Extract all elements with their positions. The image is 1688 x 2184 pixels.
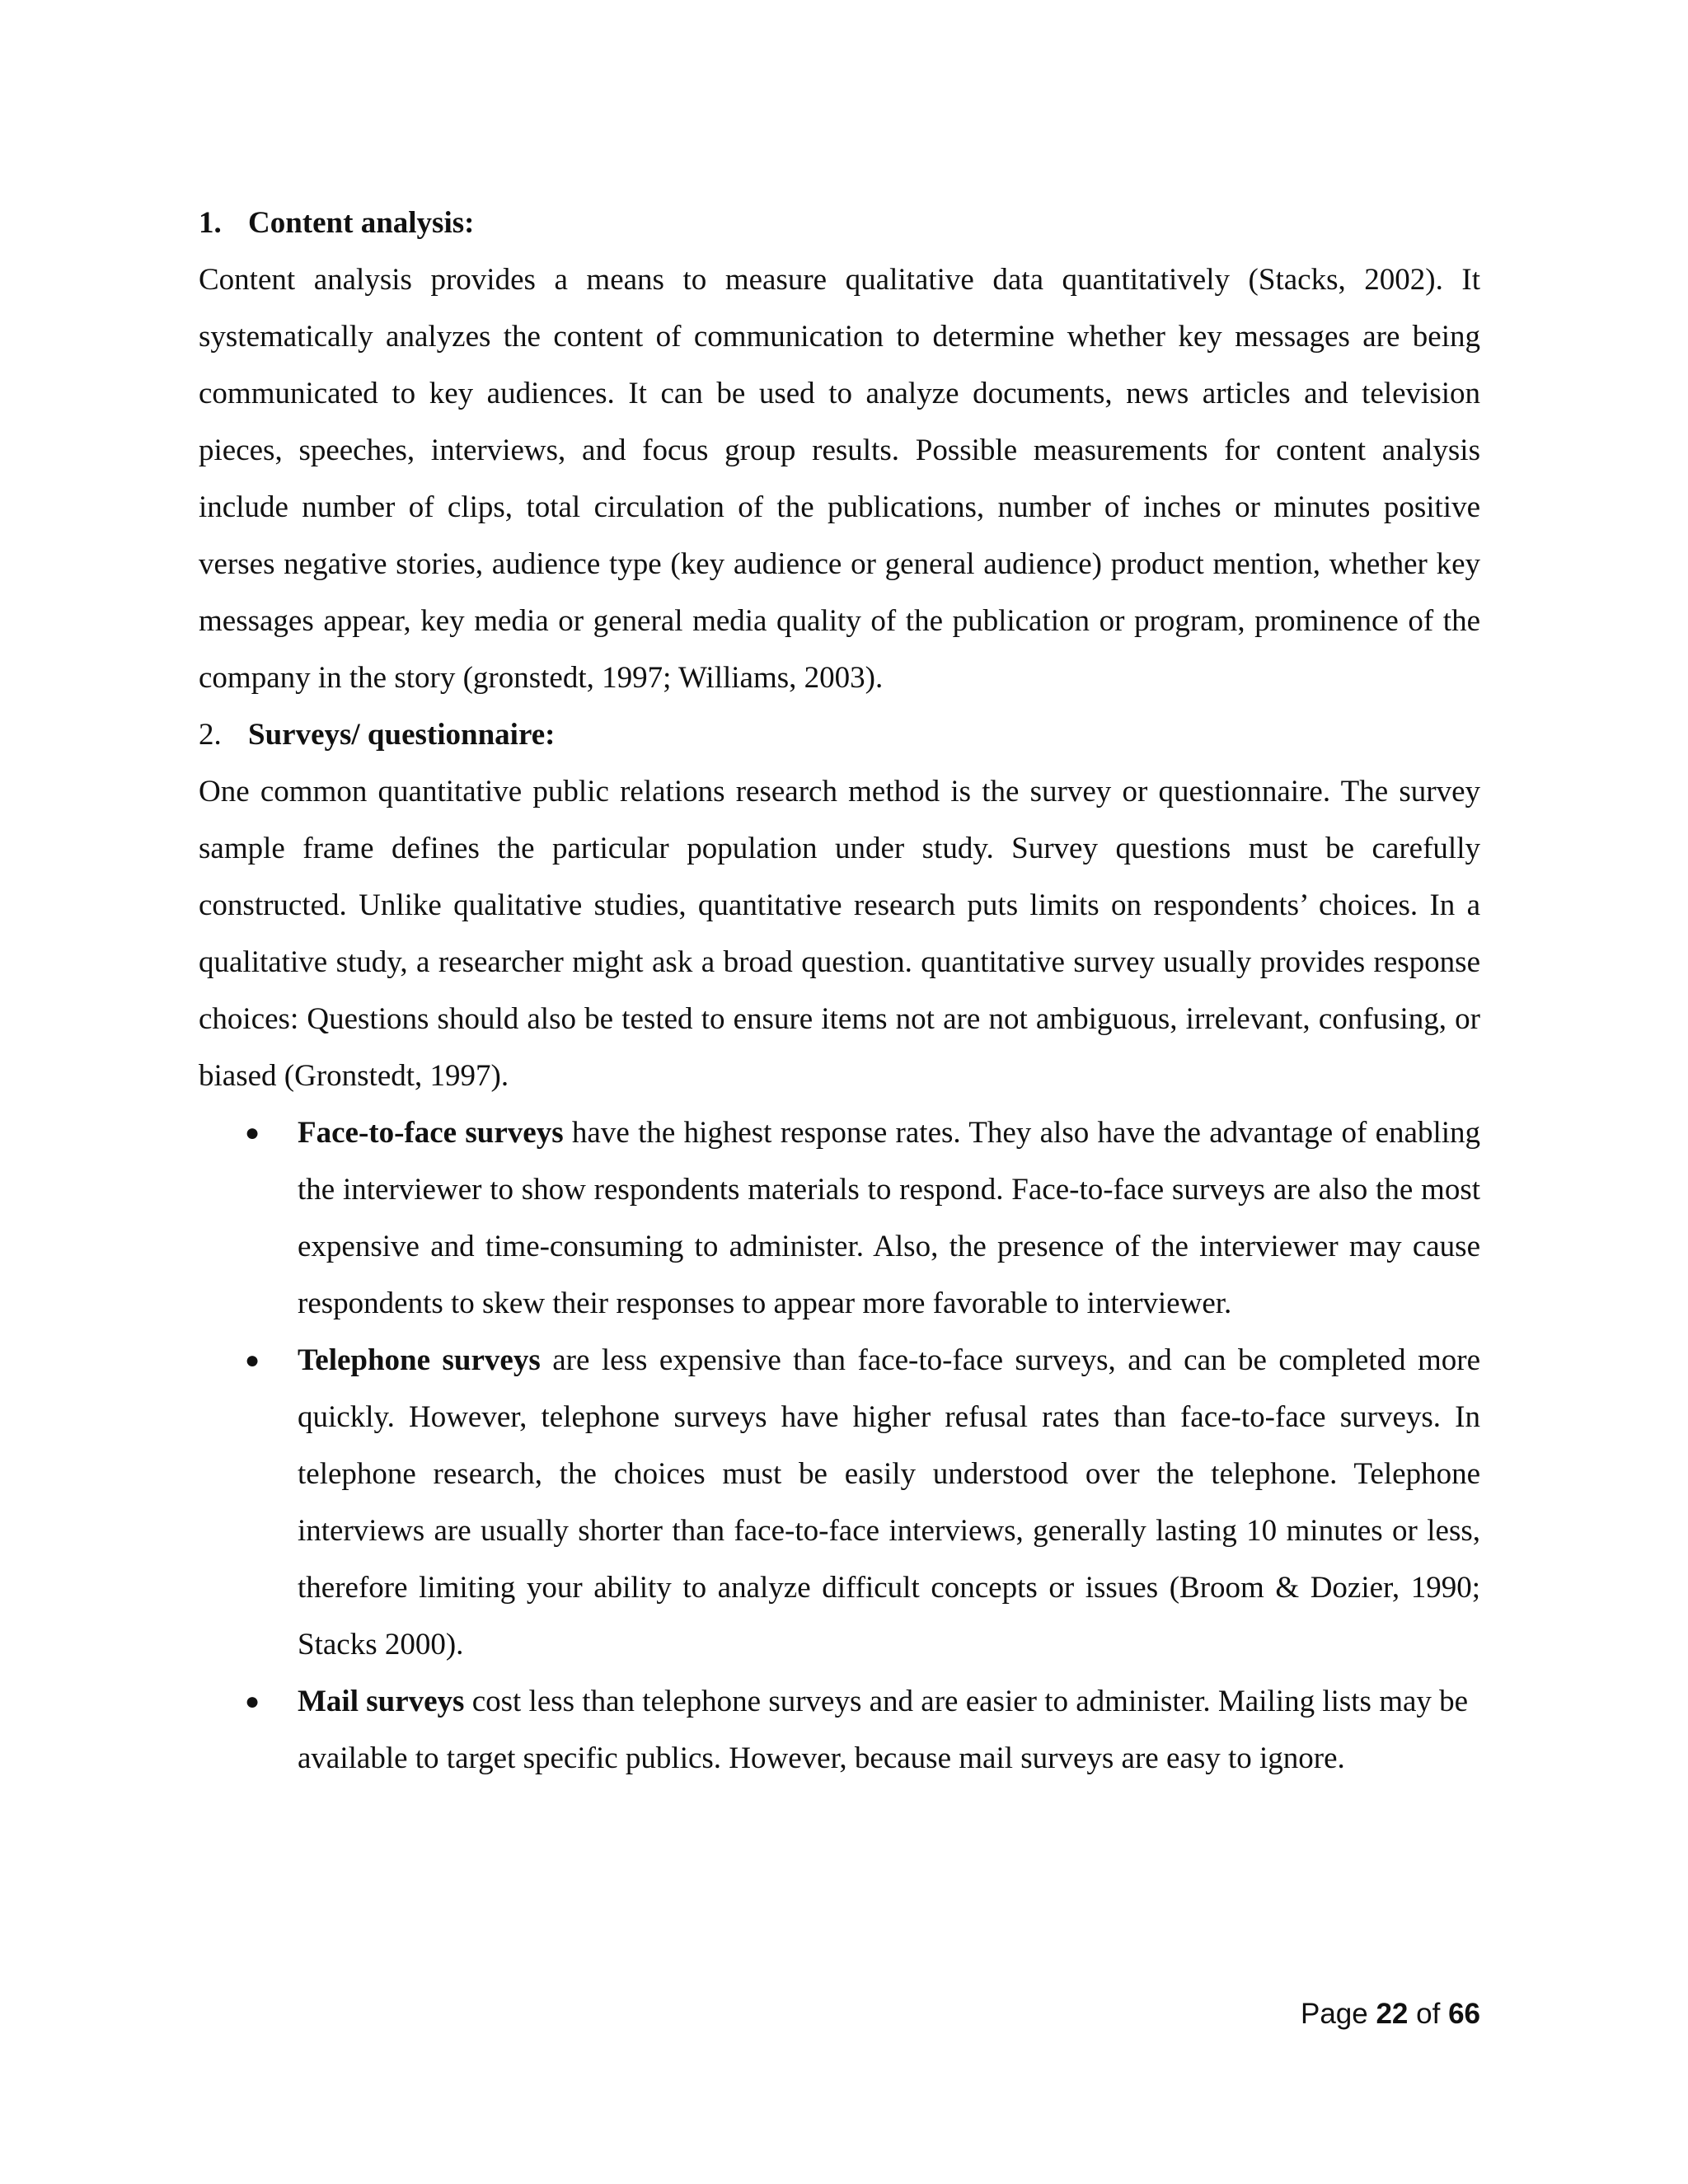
bullet-lead: Mail surveys [298, 1685, 465, 1718]
survey-types-list [199, 1104, 1480, 1787]
section-2-paragraph: One common quantitative public relations research method is the survey or questionnaire. The survey sample frame defines the particular population under study. Survey questions must be carefully constructed. Unlike qualitative studies, quantitative research puts limits on respondents’ choices. In a qualitative study, a researcher might ask a broad question. quantitative survey usually provides response choices: Questions should also be tested to ensure items not are not ambiguous, irrelevant, confusing, or biased (Gronstedt, 1997). [199, 775, 1480, 1093]
of-word: of [1416, 1998, 1441, 2030]
section-2-title: Surveys/ questionnaire: [248, 718, 556, 752]
section-1-heading [199, 194, 1480, 251]
page-number: 22 [1376, 1998, 1409, 2030]
section-1-number: 1. [199, 206, 222, 240]
section-2-heading [199, 706, 1480, 763]
total-pages: 66 [1448, 1998, 1480, 2030]
list-item [245, 1332, 1480, 1673]
page-footer [1301, 1998, 1480, 2031]
bullet-text: have the highest response rates. They also have the advantage of enabling the interviewer to show respondents materials to respond. Face-to-face surveys are also the most expensive and time-consuming to administer. Also, the presence of the interviewer may cause respondents to skew their responses to appear more favorable to interviewer. [298, 1116, 1481, 1320]
bullet-dot-icon: ● [245, 1688, 260, 1715]
section-1-title: Content analysis: [248, 206, 475, 240]
bullet-text: are less expensive than face-to-face surveys, and can be completed more quickly. However, telephone surveys have higher refusal rates than face-to-face surveys. In telephone research, the choices must be easily understood over the telephone. Telephone interviews are usually shorter than face-to-face interviews, generally lasting 10 minutes or less, therefore limiting your ability to analyze difficult concepts or issues (Broom & Dozier, 1990; Stacks 2000). [298, 1343, 1480, 1661]
bullet-lead: Face-to-face surveys [298, 1116, 564, 1150]
list-item [245, 1104, 1481, 1332]
page-content [199, 194, 1480, 1787]
bullet-lead: Telephone surveys [298, 1343, 541, 1377]
bullet-text: cost less than telephone surveys and are easier to administer. Mailing lists may be available to target specific publics. However, because mail surveys are easy to ignore. [298, 1685, 1469, 1775]
section-2-number: 2. [199, 718, 222, 752]
bullet-dot-icon: ● [245, 1347, 260, 1374]
list-item [245, 1673, 1480, 1787]
section-1-paragraph: Content analysis provides a means to measure qualitative data quantitatively (Stacks, 2002). It systematically analyzes the content of communication to determine whether key messages are being communicated to key audiences. It can be used to analyze documents, news articles and television pieces, speeches, interviews, and focus group results. Possible measurements for content analysis include number of clips, total circulation of the publications, number of inches or minutes positive verses negative stories, audience type (key audience or general audience) product mention, whether key messages appear, key media or general media quality of the publication or program, prominence of the company in the story (gronstedt, 1997; Williams, 2003). [199, 263, 1480, 695]
page-word: Page [1300, 1998, 1368, 2030]
bullet-dot-icon: ● [245, 1119, 260, 1146]
